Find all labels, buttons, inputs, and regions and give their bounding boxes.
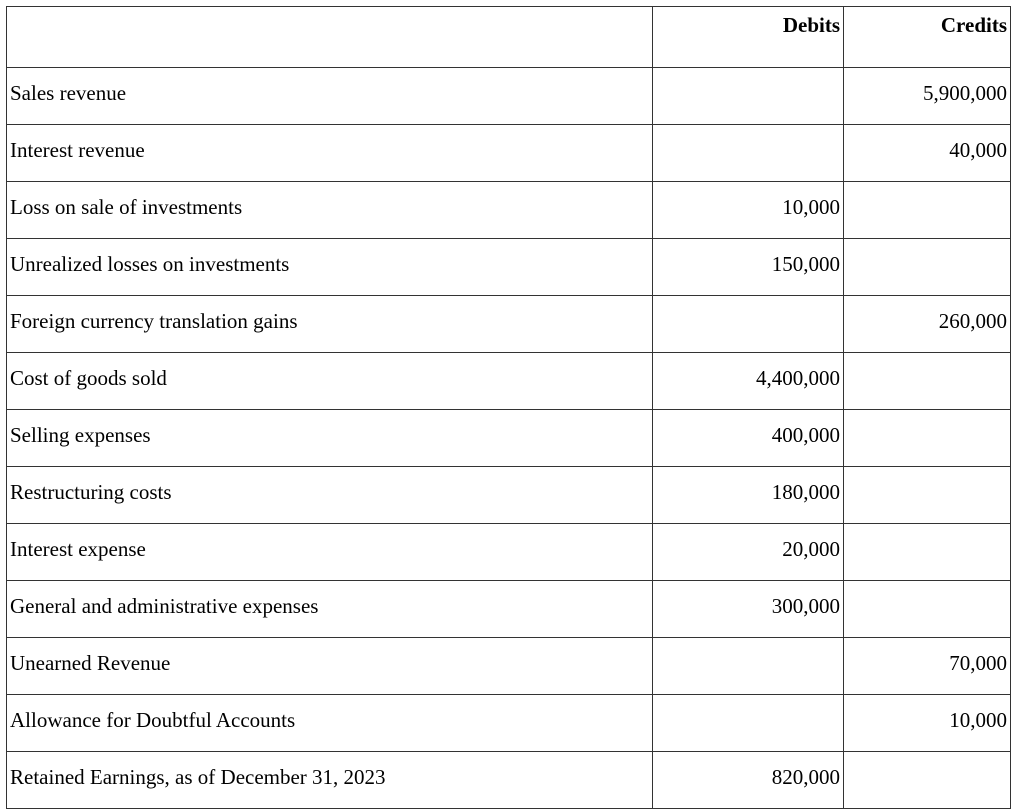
credit-amount xyxy=(844,182,1011,239)
account-name: Interest expense xyxy=(7,524,653,581)
table-row xyxy=(7,68,1011,125)
debit-amount: 180,000 xyxy=(653,467,844,524)
header-row xyxy=(7,7,1011,68)
account-name: Interest revenue xyxy=(7,125,653,182)
account-name: General and administrative expenses xyxy=(7,581,653,638)
table-row xyxy=(7,182,1011,239)
table-row xyxy=(7,296,1011,353)
debit-amount xyxy=(653,68,844,125)
header-debits: Debits xyxy=(653,7,844,68)
credit-amount xyxy=(844,524,1011,581)
account-name: Allowance for Doubtful Accounts xyxy=(7,695,653,752)
debit-amount: 820,000 xyxy=(653,752,844,809)
debit-amount: 150,000 xyxy=(653,239,844,296)
account-name: Unearned Revenue xyxy=(7,638,653,695)
trial-balance-table xyxy=(6,6,1011,809)
credit-amount xyxy=(844,467,1011,524)
header-account xyxy=(7,7,653,68)
table-row xyxy=(7,638,1011,695)
table-row xyxy=(7,353,1011,410)
table-row xyxy=(7,125,1011,182)
account-name: Foreign currency translation gains xyxy=(7,296,653,353)
account-name: Loss on sale of investments xyxy=(7,182,653,239)
credit-amount: 10,000 xyxy=(844,695,1011,752)
credit-amount: 260,000 xyxy=(844,296,1011,353)
table-row xyxy=(7,410,1011,467)
table-row xyxy=(7,239,1011,296)
debit-amount: 300,000 xyxy=(653,581,844,638)
credit-amount xyxy=(844,410,1011,467)
credit-amount xyxy=(844,353,1011,410)
debit-amount xyxy=(653,695,844,752)
debit-amount: 20,000 xyxy=(653,524,844,581)
credit-amount: 40,000 xyxy=(844,125,1011,182)
credit-amount: 5,900,000 xyxy=(844,68,1011,125)
debit-amount: 10,000 xyxy=(653,182,844,239)
debit-amount: 400,000 xyxy=(653,410,844,467)
credit-amount: 70,000 xyxy=(844,638,1011,695)
header-credits: Credits xyxy=(844,7,1011,68)
credit-amount xyxy=(844,752,1011,809)
table-row xyxy=(7,695,1011,752)
table-row xyxy=(7,752,1011,809)
account-name: Selling expenses xyxy=(7,410,653,467)
account-name: Cost of goods sold xyxy=(7,353,653,410)
trial-balance-sheet xyxy=(6,6,1010,809)
credit-amount xyxy=(844,239,1011,296)
account-name: Retained Earnings, as of December 31, 2023 xyxy=(7,752,653,809)
account-name: Sales revenue xyxy=(7,68,653,125)
account-name: Unrealized losses on investments xyxy=(7,239,653,296)
account-name: Restructuring costs xyxy=(7,467,653,524)
table-row xyxy=(7,524,1011,581)
table-row xyxy=(7,467,1011,524)
debit-amount: 4,400,000 xyxy=(653,353,844,410)
credit-amount xyxy=(844,581,1011,638)
debit-amount xyxy=(653,125,844,182)
table-row xyxy=(7,581,1011,638)
debit-amount xyxy=(653,296,844,353)
debit-amount xyxy=(653,638,844,695)
